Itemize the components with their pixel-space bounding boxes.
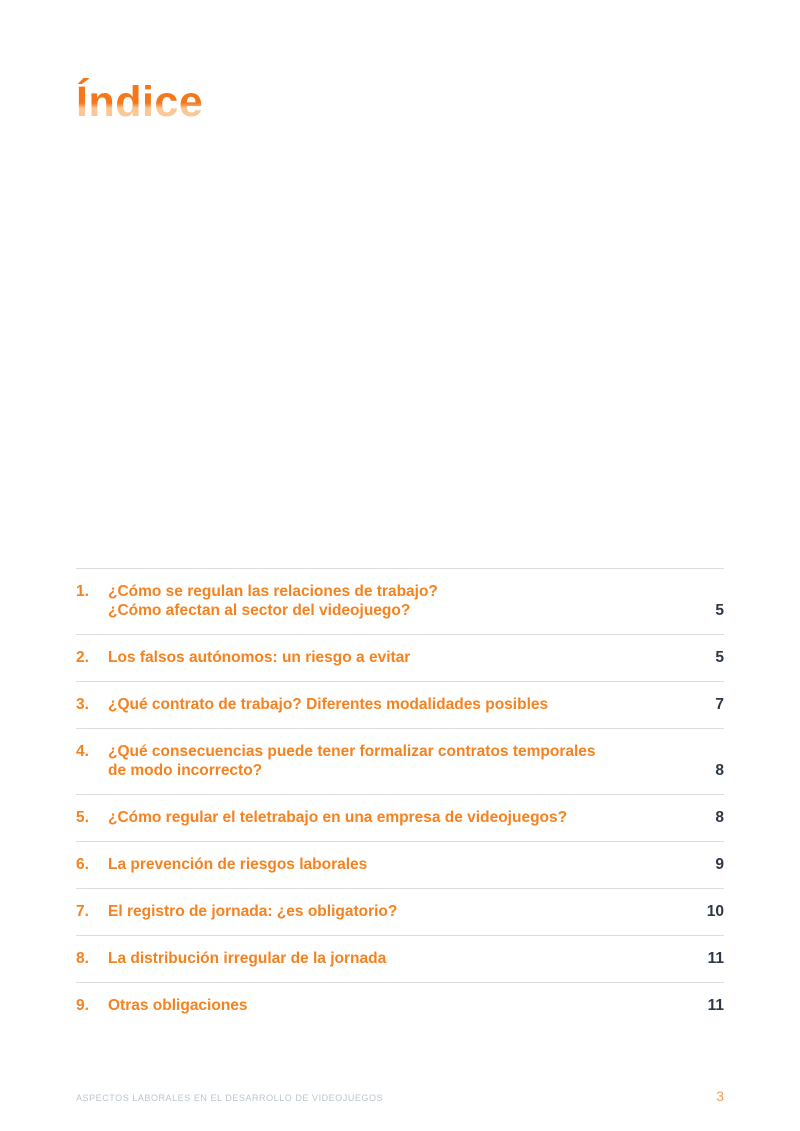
- toc-entry[interactable]: [76, 888, 724, 935]
- toc-entry-title: Los falsos autónomos: un riesgo a evitar: [108, 649, 411, 666]
- toc-entry-title: ¿Qué consecuencias puede tener formalizar contratos temporales de modo incorrecto?: [108, 743, 596, 779]
- toc-entry-title: La prevención de riesgos laborales: [108, 856, 368, 873]
- toc-entry[interactable]: [76, 728, 724, 794]
- toc-list: [76, 568, 724, 1029]
- footer-page-number: 3: [716, 1088, 724, 1104]
- page-title: Índice: [76, 78, 204, 126]
- toc-entry-number: 4.: [76, 743, 89, 760]
- toc-entry-page: 7: [715, 696, 724, 713]
- toc-entry-page: 8: [715, 762, 724, 779]
- toc-entry-number: 3.: [76, 696, 89, 713]
- toc-entry[interactable]: [76, 841, 724, 888]
- toc-entry-number: 8.: [76, 950, 89, 967]
- toc-entry-number: 2.: [76, 649, 89, 666]
- page-footer: [76, 1088, 724, 1104]
- footer-document-title: ASPECTOS LABORALES EN EL DESARROLLO DE VIDEOJUEGOS: [76, 1093, 384, 1103]
- toc-entry-title: El registro de jornada: ¿es obligatorio?: [108, 903, 398, 920]
- toc-entry-page: 8: [715, 809, 724, 826]
- toc-entry-number: 9.: [76, 997, 89, 1014]
- toc-entry-page: 11: [707, 997, 724, 1014]
- toc-entry-page: 10: [706, 903, 724, 920]
- toc-entry-page: 5: [715, 649, 724, 666]
- toc-entry-number: 5.: [76, 809, 89, 826]
- toc-entry-page: 11: [707, 950, 724, 967]
- toc-entry-page: 5: [715, 602, 724, 619]
- toc-entry[interactable]: [76, 681, 724, 728]
- toc-entry[interactable]: [76, 634, 724, 681]
- toc-entry-number: 7.: [76, 903, 89, 920]
- toc-entry-number: 6.: [76, 856, 89, 873]
- toc-entry-title: ¿Cómo se regulan las relaciones de trabajo? ¿Cómo afectan al sector del videojuego?: [108, 583, 438, 619]
- toc-entry[interactable]: [76, 568, 724, 634]
- toc-entry[interactable]: [76, 794, 724, 841]
- toc-entry-title: ¿Cómo regular el teletrabajo en una empresa de videojuegos?: [108, 809, 568, 826]
- toc-entry-title: La distribución irregular de la jornada: [108, 950, 387, 967]
- toc-entry-title: Otras obligaciones: [108, 997, 248, 1014]
- toc-entry-number: 1.: [76, 583, 89, 600]
- toc-entry[interactable]: [76, 982, 724, 1029]
- toc-entry-title: ¿Qué contrato de trabajo? Diferentes modalidades posibles: [108, 696, 549, 713]
- toc-entry[interactable]: [76, 935, 724, 982]
- toc-entry-page: 9: [715, 856, 724, 873]
